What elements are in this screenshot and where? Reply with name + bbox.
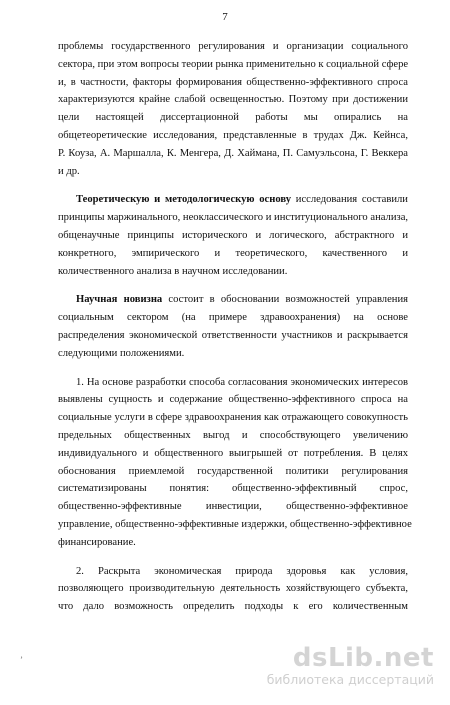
text-line: и, в частности, факторы формирования общественно-эффективного спроса (58, 76, 408, 88)
text-line: социальные услуги в сфере здравоохранения как отражающего совокупность (58, 412, 408, 424)
text-line: общетеоретические исследования, представленные в трудах Дж. Кейнса, (58, 129, 408, 141)
text-line: индивидуального и общественного выигрышей от потребления. В целях (58, 447, 408, 459)
watermark-logo: dsLib.net (292, 643, 434, 673)
bold-lead: Теоретическую и методологическую основу (76, 194, 292, 206)
text-line: распределения экономической ответственности участников и раскрывается (58, 329, 408, 341)
text-line: 2. Раскрыта экономическая природа здоровья как условия, (76, 565, 408, 577)
text-line: характеризуются крайне слабой освещенностью. Поэтому при достижении (58, 94, 408, 106)
text-line: общенаучные принципы исторического и логического, абстрактного и (58, 229, 408, 241)
text-line: принципы маржинального, неоклассического и институционального анализа, (58, 212, 409, 224)
text-line: управление, общественно-эффективные издержки, общественно-эффективное (58, 518, 412, 530)
paragraph-1 (58, 38, 408, 180)
margin-mark: ʼ (20, 655, 23, 665)
text-line: Р. Коуза, А. Маршалла, К. Менгера, Д. Хаймана, П. Самуэльсона, Г. Веккера (58, 147, 408, 159)
text-run: состоит в обосновании возможностей управления (162, 294, 409, 306)
text-line: систематизированы понятия: общественно-эффективный спрос, (58, 483, 408, 495)
text-line: позволяющего производительную деятельность хозяйствующего субъекта, (58, 583, 408, 595)
text-line (58, 291, 408, 309)
text-line: социальным сектором (на примере здравоохранения) на основе (58, 312, 408, 324)
bold-lead: Научная новизна (76, 294, 163, 306)
paragraph-2 (58, 191, 408, 280)
text-run: исследования составили (291, 194, 408, 206)
text-line: 1. На основе разработки способа согласования экономических интересов (76, 376, 408, 388)
text-line: сектора, при этом вопросы теории рынка применительно к социальной сфере (58, 58, 409, 70)
document-body (58, 38, 412, 627)
text-line: количественного анализа в научном исследовании. (58, 265, 288, 277)
paragraph-3 (58, 291, 408, 362)
page-number: 7 (222, 11, 228, 23)
text-line: обоснования приемлемой государственной политики регулирования (58, 465, 408, 477)
text-line: что дало возможность определить подходы к его количественным (58, 601, 408, 613)
text-line: выявлены сущность и содержание общественно-эффективного спроса на (58, 394, 408, 406)
text-line: конкретного, эмпирического и теоретического, качественного и (58, 247, 408, 259)
text-line: предельных общественных выгод и способствующего увеличению (58, 429, 408, 441)
text-line: общественно-эффективные инвестиции, общественно-эффективное (58, 501, 408, 513)
paragraph-5 (58, 563, 408, 616)
text-line: и др. (58, 165, 80, 177)
watermark (267, 645, 434, 687)
text-line: финансирование. (58, 536, 136, 548)
paragraph-4 (58, 374, 412, 552)
text-line (58, 191, 408, 209)
text-line: цели настоящей диссертационной работы мы опирались на (58, 112, 408, 124)
text-line: следующими положениями. (58, 347, 185, 359)
watermark-subtitle: библиотека диссертаций (266, 672, 434, 687)
text-line: проблемы государственного регулирования и организации социального (58, 41, 408, 52)
